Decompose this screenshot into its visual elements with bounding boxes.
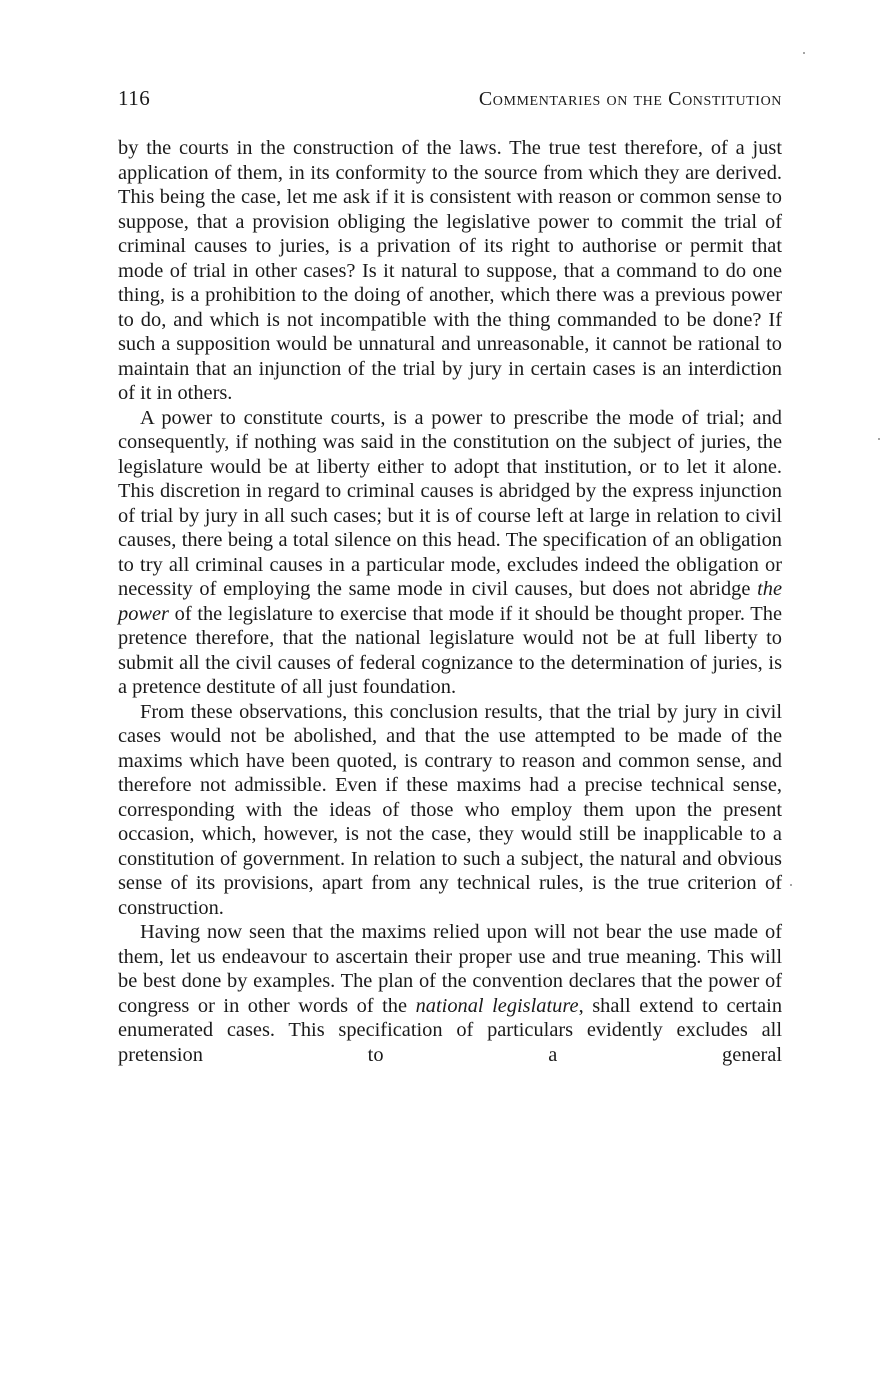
paragraph-text: Having now seen that the maxims relied upon will not bear the use made of them, let us endeavour to ascertain their proper use and true meaning. This will be best done by examples. The plan of the convention declares that the power of congress or in other words of the xyxy=(118,921,782,1017)
paragraph-power-to-constitute-courts xyxy=(118,406,782,700)
scan-speck xyxy=(803,52,805,54)
paragraph-continuation xyxy=(118,136,782,406)
running-head xyxy=(118,86,782,116)
running-title: Commentaries on the Constitution xyxy=(478,88,782,110)
scan-speck xyxy=(878,438,880,440)
paragraph-text: of the legislature to exercise that mode if it should be thought proper. The pretence therefore, that the national legislature would not be at full liberty to submit all the civil causes of federal cognizance to the determination of juries, is a pretence destitute of all just foundation. xyxy=(118,602,782,698)
paragraph-text: A power to constitute courts, is a power to prescribe the mode of trial; and consequently, if nothing was said in the constitution on the subject of juries, the legislature would be at liberty either to adopt that institution, or to let it alone. This discretion in regard to criminal causes is abridged by the express injunction of trial by jury in all such cases; but it is of course left at large in relation to civil causes, there being a total silence on this head. The specification of an obligation to try all criminal causes in a particular mode, excludes indeed the obligation or necessity of employing the same mode in civil causes, but does not abridge xyxy=(118,406,782,600)
book-page xyxy=(118,86,782,1067)
paragraph-text: by the courts in the construction of the laws. The true test therefore, of a just application of them, in its conformity to the source from which they are derived. This being the case, let me ask if it is consistent with reason or common sense to suppose, that a provision obliging the legislative power to commit the trial of criminal causes to juries, is a privation of its right to authorise or permit that mode of trial in other cases? Is it natural to suppose, that a command to do one thing, is a prohibition to the doing of another, which there was a previous power to do, and which is not incompatible with the thing commanded to be done? If such a supposition would be unnatural and unreasonable, it cannot be rational to maintain that an injunction of the trial by jury in certain cases is an interdiction of it in others. xyxy=(118,137,782,404)
emphasis-text: the power xyxy=(118,578,782,625)
paragraph-text: From these observations, this conclusion results, that the trial by jury in civil cases would not be abolished, and that the use attempted to be made of the maxims which have been quoted, is contrary to reason and common sense, and therefore not admissible. Even if these maxims had a precise technical sense, corresponding with the ideas of those who employ them upon the present occasion, which, however, is not the case, they would still be inapplicable to a constitution of government. In relation to such a subject, the natural and obvious sense of its provisions, apart from any technical rules, is the true criterion of construction. xyxy=(118,700,782,919)
paragraph-text: , shall extend to certain enumerated cases. This specification of particulars evidently excludes all pretension to a general xyxy=(118,994,783,1066)
emphasis-text: national legislature xyxy=(415,994,579,1017)
paragraph-conclusion xyxy=(118,700,782,921)
scan-speck xyxy=(790,884,792,886)
page-number: 116 xyxy=(118,86,151,110)
paragraph-proper-use xyxy=(118,920,782,1067)
body-text xyxy=(118,136,782,1067)
